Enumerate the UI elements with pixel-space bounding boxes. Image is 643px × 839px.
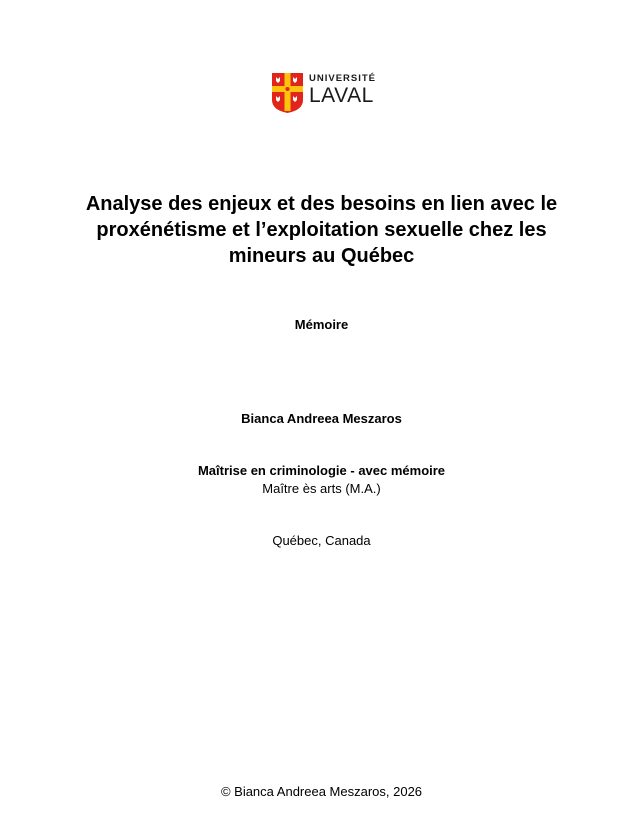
logo-line-laval: LAVAL xyxy=(309,83,374,107)
university-logo xyxy=(271,72,376,114)
degree-name: Maître ès arts (M.A.) xyxy=(262,481,381,496)
logo-line-universite: UNIVERSITÉ xyxy=(309,73,377,84)
logo-wordmark xyxy=(309,74,376,106)
thesis-title: Analyse des enjeux et des besoins en lien avec le proxénétisme et l’exploitation sexuelle chez les mineurs au Québec xyxy=(85,193,558,267)
shield-icon xyxy=(271,72,304,114)
document-type: Mémoire xyxy=(294,317,349,332)
copyright-notice: © Bianca Andreea Meszaros, 2026 xyxy=(220,784,423,799)
author-name: Bianca Andreea Meszaros xyxy=(241,411,402,426)
program-name: Maîtrise en criminologie - avec mémoire xyxy=(197,463,446,478)
location: Québec, Canada xyxy=(272,533,371,548)
